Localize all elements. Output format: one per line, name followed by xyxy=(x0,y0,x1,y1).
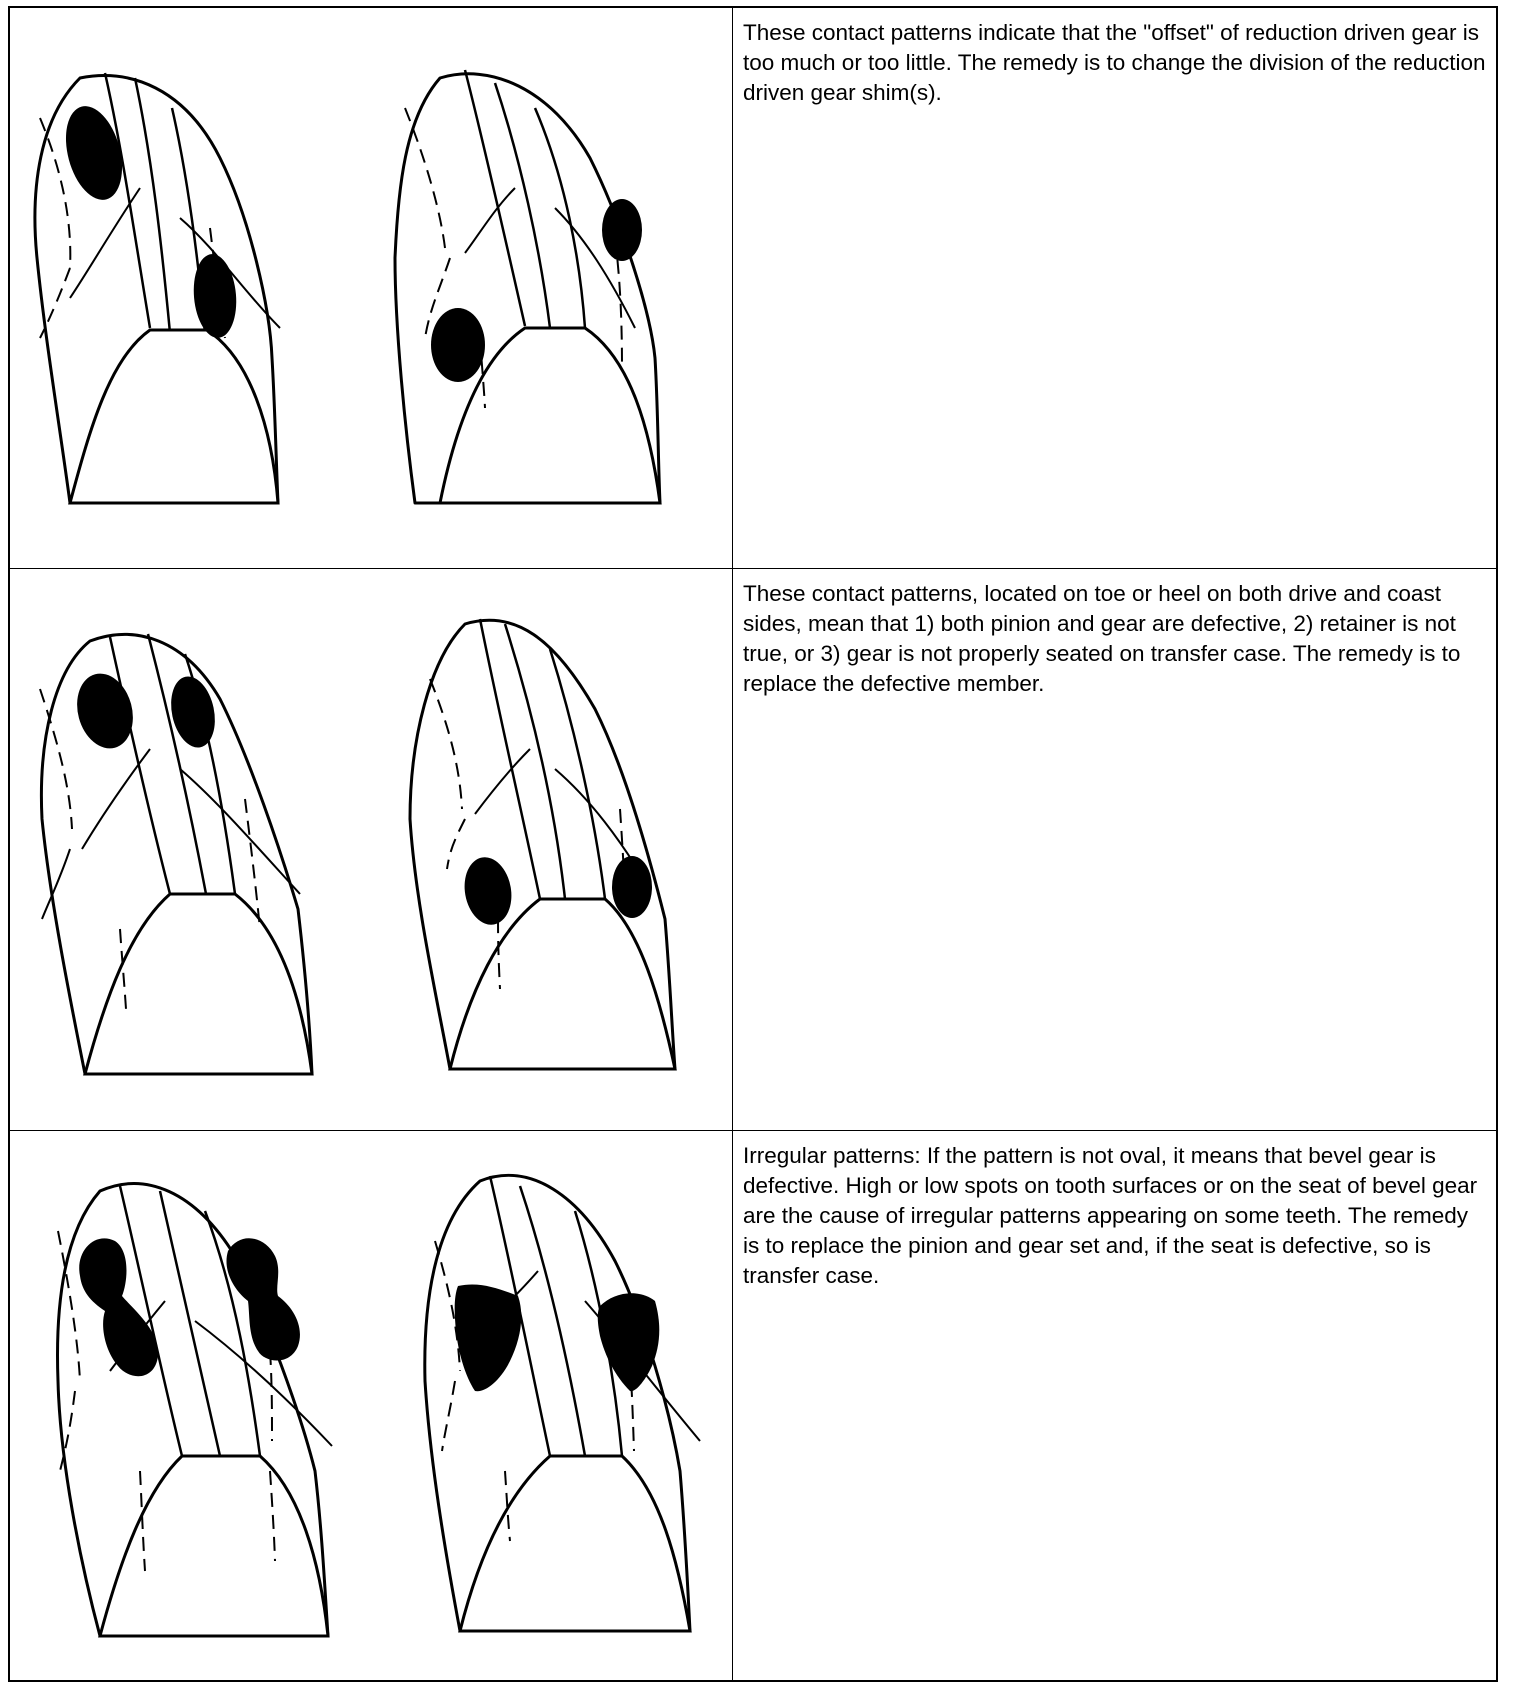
gear-tooth-drawing xyxy=(57,1184,332,1636)
row-2-illustration-cell xyxy=(10,569,732,1130)
row-1-illustration-cell xyxy=(10,8,732,568)
contact-spot xyxy=(612,856,652,918)
gear-tooth-drawing xyxy=(425,1175,700,1631)
gear-tooth-drawing xyxy=(40,634,312,1074)
gear-tooth-drawing xyxy=(395,70,660,503)
gear-tooth-drawing xyxy=(410,619,675,1069)
gear-tooth-drawing xyxy=(35,73,280,503)
row-1-description: These contact patterns indicate that the "offset" of reduction driven gear is too much or too little. The remedy is to change the division of the reduction driven gear shim(s). xyxy=(743,20,1486,105)
row-3-illustration-cell xyxy=(10,1131,732,1680)
contact-pattern-table xyxy=(8,6,1498,1682)
contact-spot xyxy=(602,199,642,261)
row-2-description: These contact patterns, located on toe or heel on both drive and coast sides, mean that 1) both pinion and gear are defective, 2) retainer is not true, or 3) gear is not properly seated on transfer case. The remedy is to replace the defective member. xyxy=(743,581,1461,696)
contact-spot xyxy=(431,308,485,382)
column-divider xyxy=(732,8,733,1680)
row-3-description: Irregular patterns: If the pattern is not oval, it means that bevel gear is defective. High or low spots on tooth surfaces or on the seat of bevel gear are the cause of irregular patterns appearing on some teeth. The remedy is to replace the pinion and gear set and, if the seat is defective, so is transfer case. xyxy=(743,1143,1478,1288)
